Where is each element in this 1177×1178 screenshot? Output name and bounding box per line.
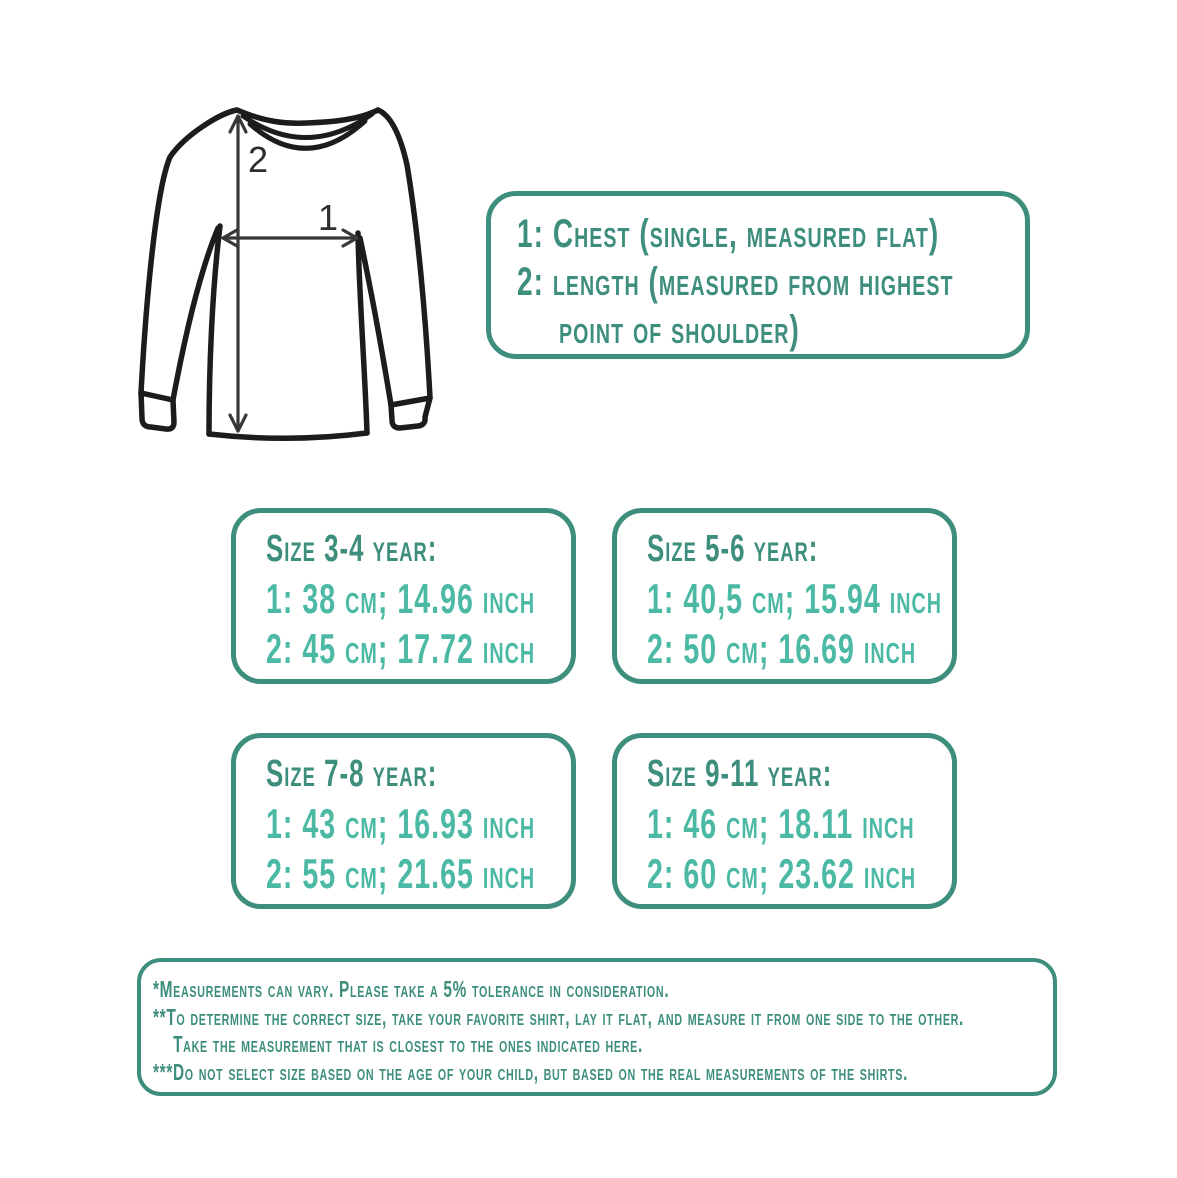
footnote-tolerance: *Measurements can vary. Please take a 5% tolerance in consideration. [153,976,670,1002]
size-card-chest: 1: 43 cm; 16.93 inch [266,800,536,847]
size-card-length: 2: 45 cm; 17.72 inch [266,625,536,672]
footnotes-box [137,958,1057,1096]
size-card-title: Size 5-6 year: [647,528,819,570]
size-card-chest: 1: 40,5 cm; 15.94 inch [647,575,943,622]
legend-text [517,210,1063,354]
size-card-text [647,750,967,899]
size-card-9-11-year [612,733,957,909]
footnotes-text [153,976,1051,1086]
size-card-text [266,750,586,899]
size-card-7-8-year [231,733,576,909]
size-card-text [266,525,586,674]
chest-arrow-label: 1 [318,197,339,238]
size-card-title: Size 3-4 year: [266,528,438,570]
footnote-how-to-measure: **To determine the correct size, take your favorite shirt, lay it flat, and measure it from one side to the other. [153,1003,965,1030]
shirt-diagram [70,80,450,460]
length-arrow-label: 2 [248,139,269,180]
legend-line-chest: 1: Chest (single, measured flat) [517,212,940,256]
size-card-3-4-year [231,508,576,684]
length-arrow [230,116,246,431]
size-card-text [647,525,967,674]
measurement-legend-box [486,191,1030,359]
size-card-title: Size 9-11 year: [647,753,833,795]
footnote-how-to-measure-continued: Take the measurement that is closest to the ones indicated here. [173,1031,643,1057]
footnote-age-warning: ***Do not select size based on the age of your child, but based on the real measurements of the shirts. [153,1058,909,1085]
size-card-chest: 1: 38 cm; 14.96 inch [266,575,536,622]
size-card-length: 2: 50 cm; 16.69 inch [647,625,917,672]
size-card-length: 2: 55 cm; 21.65 inch [266,850,536,897]
size-card-chest: 1: 46 cm; 18.11 inch [647,800,915,847]
legend-line-length-continued: point of shoulder) [559,308,800,352]
legend-line-length: 2: length (measured from highest [517,260,954,304]
size-card-title: Size 7-8 year: [266,753,438,795]
shirt-outline-icon [141,110,430,438]
size-card-length: 2: 60 cm; 23.62 inch [647,850,917,897]
size-card-5-6-year [612,508,957,684]
